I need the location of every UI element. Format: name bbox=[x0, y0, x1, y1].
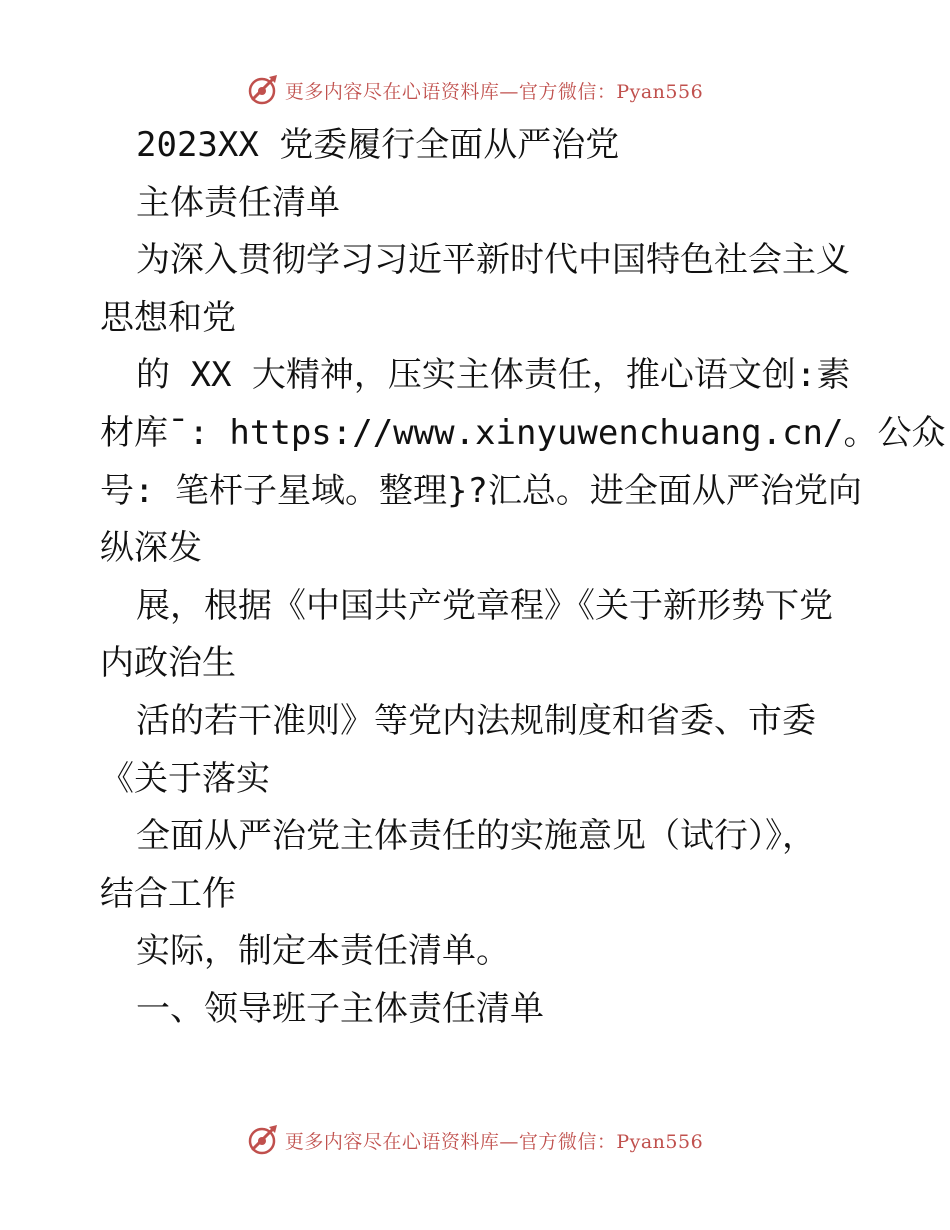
doc-paragraph-line: 思想和党 bbox=[100, 297, 236, 338]
doc-paragraph-line: 展，根据《中国共产党章程》《关于新形势下党 bbox=[136, 585, 833, 626]
doc-paragraph-line: 材库¯: https://www.xinyuwenchuang.cn/。公众 bbox=[100, 412, 946, 453]
doc-paragraph-line: 的 XX 大精神，压实主体责任，推心语文创:素 bbox=[136, 355, 851, 396]
doc-paragraph-line: 全面从严治党主体责任的实施意见（试行）》， bbox=[136, 816, 816, 857]
doc-paragraph-line: 为深入贯彻学习习近平新时代中国特色社会主义 bbox=[136, 240, 850, 281]
doc-section-heading: 一、领导班子主体责任清单 bbox=[136, 988, 544, 1029]
doc-paragraph-line: 活的若干准则》等党内法规制度和省委、市委 bbox=[136, 700, 816, 741]
document-body bbox=[100, 125, 946, 1047]
doc-paragraph-line: 纵深发 bbox=[100, 528, 202, 569]
footer-banner-text: 更多内容尽在心语资料库—官方微信：Pyan556 bbox=[284, 1130, 704, 1153]
header-banner-text: 更多内容尽在心语资料库—官方微信：Pyan556 bbox=[284, 80, 704, 103]
brush-logo-icon bbox=[247, 1123, 281, 1157]
doc-paragraph-line: 号: 笔杆子星域。整理}?汇总。进全面从严治党向 bbox=[100, 470, 862, 511]
doc-paragraph-line: 内政治生 bbox=[100, 643, 236, 684]
doc-paragraph-line: 实际，制定本责任清单。 bbox=[136, 931, 510, 972]
footer-banner bbox=[0, 1120, 950, 1160]
brush-logo-icon bbox=[247, 73, 281, 107]
doc-title-line-1: 2023XX 党委履行全面从严治党 bbox=[136, 125, 620, 165]
doc-paragraph-line: 《关于落实 bbox=[100, 758, 270, 799]
header-banner bbox=[0, 70, 950, 110]
doc-paragraph-line: 结合工作 bbox=[100, 873, 236, 914]
doc-title-line-2: 主体责任清单 bbox=[136, 182, 340, 223]
